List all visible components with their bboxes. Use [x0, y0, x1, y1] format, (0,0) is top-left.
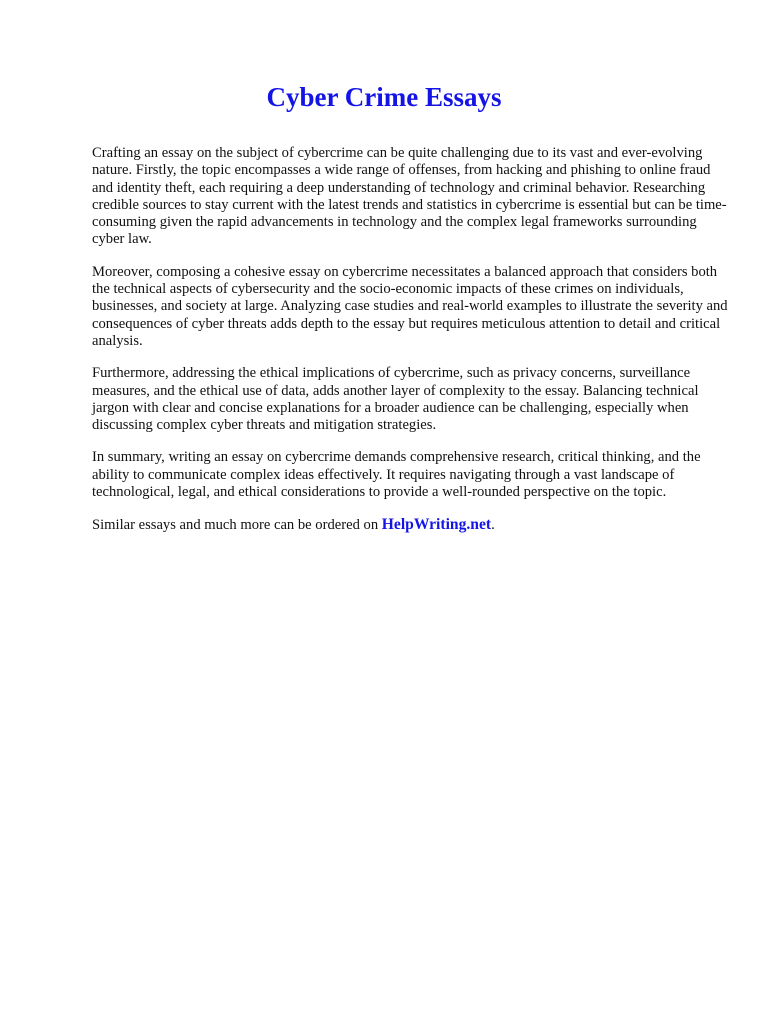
- closing-prefix: Similar essays and much more can be ordered on: [92, 517, 382, 534]
- paragraph-2: Moreover, composing a cohesive essay on cybercrime necessitates a balanced approach that considers both the technical aspects of cybersecurity and the socio-economic impacts of these crimes on individuals, businesses, and society at large. Analyzing case studies and real-world examples to illustrate the severity and consequences of cyber threats adds depth to the essay but requires meticulous attention to detail and critical analysis.: [92, 263, 728, 349]
- paragraph-4: In summary, writing an essay on cybercrime demands comprehensive research, critical thinking, and the ability to communicate complex ideas effectively. It requires navigating through a vast landscape of technological, legal, and ethical considerations to provide a well-rounded perspective on the topic.: [92, 449, 701, 501]
- closing-line: [92, 516, 732, 534]
- closing-suffix: .: [491, 517, 495, 534]
- helpwriting-link[interactable]: HelpWriting.net: [381, 516, 492, 534]
- paragraph-1: Crafting an essay on the subject of cybercrime can be quite challenging due to its vast and ever-evolving nature. Firstly, the topic encompasses a wide range of offenses, from hacking and phishing to online fraud and identity theft, each requiring a deep understanding of technology and criminal behavior. Researching credible sources to stay current with the latest trends and statistics in cybercrime is essential but can be time-consuming given the rapid advancements in technology and the complex legal frameworks surrounding cyber law.: [92, 145, 727, 248]
- page-title: Cyber Crime Essays: [266, 82, 502, 112]
- essay-body: [92, 145, 732, 535]
- paragraph-3: Furthermore, addressing the ethical implications of cybercrime, such as privacy concerns, surveillance measures, and the ethical use of data, adds another layer of complexity to the essay. Balancing technical jargon with clear and concise explanations for a broader audience can be challenging, especially when discussing complex cyber threats and mitigation strategies.: [92, 365, 699, 434]
